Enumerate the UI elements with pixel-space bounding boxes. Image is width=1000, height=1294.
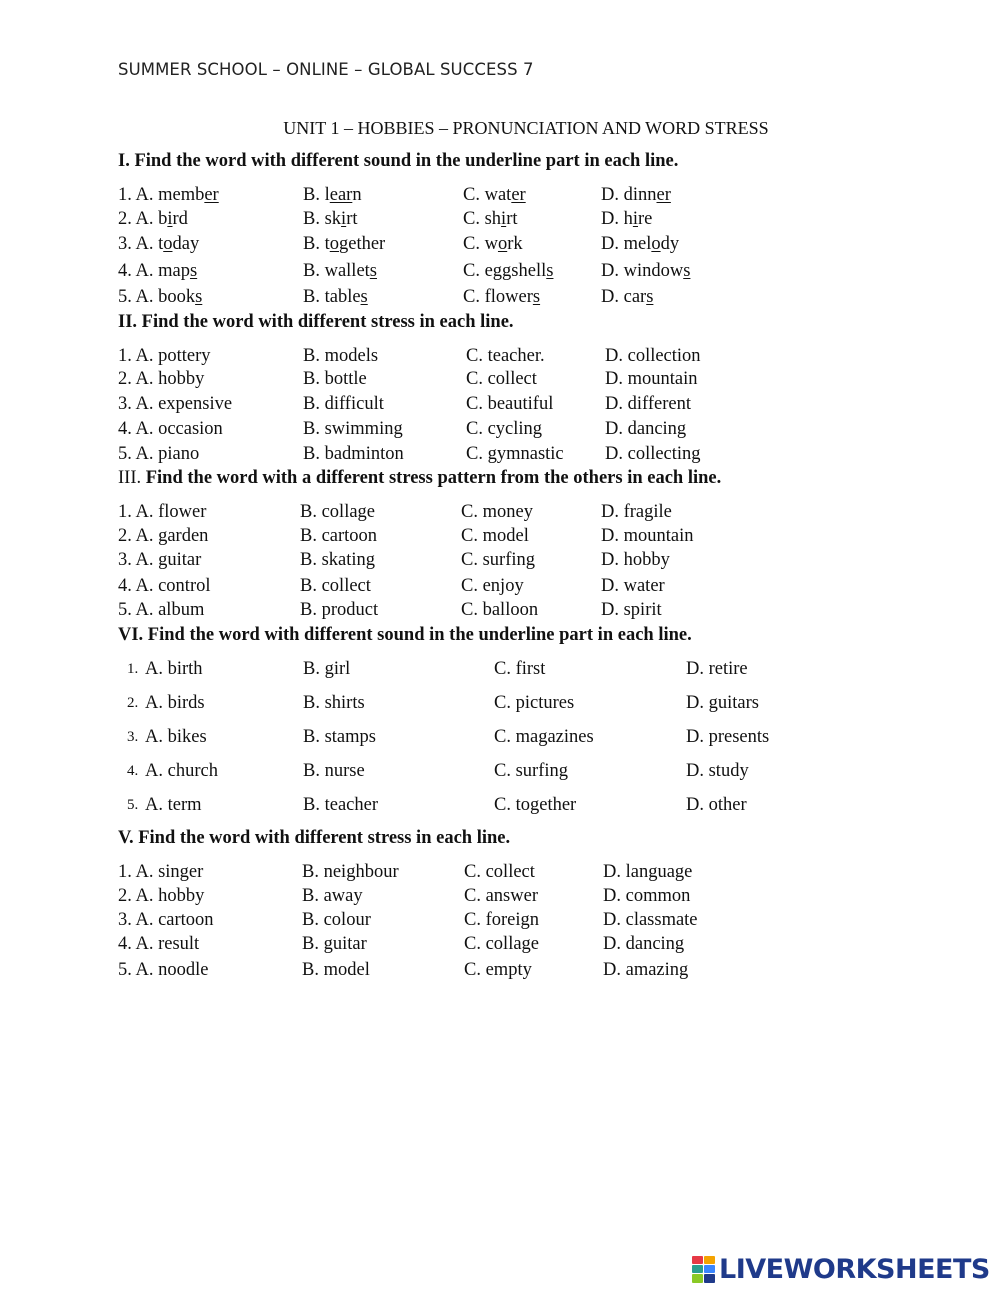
option-c: C. gymnastic	[466, 444, 564, 464]
option-a: 4. A. result	[118, 934, 200, 954]
option-d: D. presents	[686, 727, 770, 747]
question-number: 1.	[127, 661, 139, 677]
option-text: C. w	[463, 234, 498, 254]
option-d: D. dancing	[605, 419, 687, 439]
section-2-row-3	[0, 394, 1000, 418]
option-text-end: dy	[660, 234, 680, 254]
option-text-end: rd	[172, 209, 188, 229]
option-c: C. foreign	[464, 910, 540, 930]
option-text-end: n	[352, 185, 362, 205]
option-b: B. badminton	[303, 444, 404, 464]
option-c: C. balloon	[461, 600, 539, 620]
option-d	[601, 185, 671, 206]
option-c: C. enjoy	[461, 576, 524, 596]
section-4-heading: VI. Find the word with different sound in the underline part in each line.	[118, 625, 692, 645]
option-b: B. away	[302, 886, 363, 906]
option-text: D. car	[601, 287, 647, 307]
section-3-heading-number: III.	[118, 468, 142, 488]
option-c	[463, 287, 540, 308]
underlined-part: i	[341, 209, 347, 229]
option-b: B. teacher	[303, 795, 378, 815]
option-a: 1. A. pottery	[118, 346, 211, 366]
option-d	[601, 209, 652, 230]
option-c: C. money	[461, 502, 533, 522]
option-b: B. model	[302, 960, 370, 980]
option-b: B. colour	[302, 910, 371, 930]
option-b: B. skating	[300, 550, 376, 570]
underlined-part: s	[532, 287, 541, 307]
option-d: D. language	[603, 862, 693, 882]
option-c: C. together	[494, 795, 577, 815]
section-4-row-1	[0, 659, 1000, 683]
option-d: D. different	[605, 394, 691, 414]
section-4-row-3	[0, 727, 1000, 751]
section-2-heading: II. Find the word with different stress in each line.	[118, 312, 514, 332]
option-a: A. term	[145, 795, 202, 815]
option-a: A. birds	[145, 693, 205, 713]
option-d: D. dancing	[603, 934, 685, 954]
option-d: D. fragile	[601, 502, 672, 522]
section-5-row-5	[0, 960, 1000, 984]
option-d: D. common	[603, 886, 691, 906]
section-5-row-1	[0, 862, 1000, 886]
option-text: C. flower	[463, 287, 533, 307]
section-3-row-5	[0, 600, 1000, 624]
option-c: C. collage	[464, 934, 540, 954]
option-b: B. neighbour	[302, 862, 399, 882]
underlined-part: o	[497, 234, 508, 254]
underlined-part: s	[360, 287, 368, 307]
option-text: D. mel	[601, 234, 652, 254]
option-d: D. mountain	[601, 526, 694, 546]
section-4-row-5	[0, 795, 1000, 819]
option-b: B. stamps	[303, 727, 376, 747]
section-4-row-4	[0, 761, 1000, 785]
option-d: D. mountain	[605, 369, 698, 389]
section-5-row-2	[0, 886, 1000, 910]
option-b: B. collect	[300, 576, 371, 596]
option-c	[463, 185, 526, 206]
option-a: 4. A. control	[118, 576, 211, 596]
option-d: D. retire	[686, 659, 748, 679]
option-b	[303, 287, 368, 308]
option-a: 1. A. flower	[118, 502, 207, 522]
option-b	[303, 261, 377, 282]
question-number: 3.	[127, 729, 139, 745]
section-3-heading	[118, 468, 721, 489]
option-b: B. shirts	[303, 693, 365, 713]
option-d: D. amazing	[603, 960, 689, 980]
option-a: 5. A. piano	[118, 444, 200, 464]
option-c: C. beautiful	[466, 394, 554, 414]
section-1-row-4	[0, 261, 1000, 285]
option-a: A. church	[145, 761, 218, 781]
section-2-row-2	[0, 369, 1000, 393]
option-text-end: rt	[506, 209, 518, 229]
option-a	[118, 261, 197, 282]
section-3-row-3	[0, 550, 1000, 574]
option-d: D. water	[601, 576, 665, 596]
underlined-part: s	[369, 261, 377, 281]
option-b	[303, 234, 385, 255]
option-a: 1. A. singer	[118, 862, 204, 882]
option-text: 5. A. book	[118, 287, 196, 307]
option-c: C. model	[461, 526, 529, 546]
underlined-part: s	[546, 261, 554, 281]
option-a: 2. A. hobby	[118, 886, 205, 906]
section-1-heading: I. Find the word with different sound in the underline part in each line.	[118, 151, 679, 171]
option-c	[463, 261, 553, 282]
underlined-part: s	[646, 287, 654, 307]
option-b: B. swimming	[303, 419, 403, 439]
section-1-row-5	[0, 287, 1000, 311]
underlined-part: er	[511, 185, 526, 205]
section-5-heading: V. Find the word with different stress in each line.	[118, 828, 511, 848]
underlined-part: er	[656, 185, 671, 205]
option-a: 5. A. noodle	[118, 960, 209, 980]
option-c: C. empty	[464, 960, 532, 980]
option-c: C. first	[494, 659, 546, 679]
option-text: D. dinn	[601, 185, 657, 205]
section-3-row-2	[0, 526, 1000, 550]
underlined-part: s	[683, 261, 691, 281]
underlined-part: i	[501, 209, 507, 229]
option-b: B. product	[300, 600, 379, 620]
option-text-end: rk	[507, 234, 523, 254]
liveworksheets-logo-icon	[692, 1256, 716, 1283]
liveworksheets-logo-text: LIVEWORKSHEETS	[719, 1253, 990, 1285]
option-c: C. answer	[464, 886, 538, 906]
option-text-end: gether	[338, 234, 386, 254]
option-a: 3. A. expensive	[118, 394, 233, 414]
option-c: C. collect	[466, 369, 537, 389]
question-number: 5.	[127, 797, 139, 813]
option-a: 3. A. guitar	[118, 550, 202, 570]
option-text: 2. A. b	[118, 209, 168, 229]
option-d: D. spirit	[601, 600, 662, 620]
option-text: B. l	[303, 185, 330, 205]
option-a	[118, 287, 202, 308]
underlined-part: i	[632, 209, 639, 229]
section-1-row-1	[0, 185, 1000, 209]
page-header: SUMMER SCHOOL – ONLINE – GLOBAL SUCCESS 7	[118, 60, 534, 79]
underlined-part: er	[204, 185, 219, 205]
underlined-part: o	[163, 234, 173, 254]
option-text: 3. A. t	[118, 234, 164, 254]
option-a	[118, 234, 199, 255]
option-b: B. models	[303, 346, 379, 366]
option-d: D. classmate	[603, 910, 698, 930]
question-number: 2.	[127, 695, 139, 711]
underlined-part: o	[329, 234, 339, 254]
option-d	[601, 234, 679, 255]
option-text: C. eggshell	[463, 261, 547, 281]
option-c: C. pictures	[494, 693, 575, 713]
option-b: B. guitar	[302, 934, 367, 954]
page-title: UNIT 1 – HOBBIES – PRONUNCIATION AND WORD STRESS	[283, 118, 769, 138]
option-b	[303, 185, 362, 206]
option-b	[303, 209, 358, 230]
option-b: B. girl	[303, 659, 351, 679]
option-a: 3. A. cartoon	[118, 910, 214, 930]
option-a: A. birth	[145, 659, 203, 679]
option-a	[118, 185, 219, 206]
option-d: D. hobby	[601, 550, 670, 570]
option-c: C. surfing	[461, 550, 535, 570]
option-text: 4. A. map	[118, 261, 190, 281]
option-b: B. difficult	[303, 394, 384, 414]
underlined-part: ear	[329, 185, 353, 205]
option-c: C. teacher.	[466, 346, 545, 366]
underlined-part: s	[195, 287, 203, 307]
section-3-row-1	[0, 502, 1000, 526]
option-b: B. bottle	[303, 369, 367, 389]
option-b: B. nurse	[303, 761, 365, 781]
option-text: D. window	[601, 261, 684, 281]
option-c: C. surfing	[494, 761, 568, 781]
option-d: D. guitars	[686, 693, 759, 713]
underlined-part: s	[189, 261, 198, 281]
section-5-row-4	[0, 934, 1000, 958]
option-a: 2. A. hobby	[118, 369, 205, 389]
section-3-heading-text: Find the word with a different stress pattern from the others in each line.	[145, 468, 722, 488]
option-a: 4. A. occasion	[118, 419, 223, 439]
option-text-end: re	[638, 209, 653, 229]
section-2-row-5	[0, 444, 1000, 468]
section-5-row-3	[0, 910, 1000, 934]
option-text: 1. A. memb	[118, 185, 205, 205]
option-a: 5. A. album	[118, 600, 205, 620]
section-3-row-4	[0, 576, 1000, 600]
option-text-end: rt	[346, 209, 358, 229]
section-1-row-3	[0, 234, 1000, 258]
section-1-row-2	[0, 209, 1000, 233]
underlined-part: i	[167, 209, 173, 229]
option-d: D. other	[686, 795, 747, 815]
liveworksheets-logo[interactable]	[692, 1254, 990, 1284]
option-text-end: day	[172, 234, 200, 254]
section-4-row-2	[0, 693, 1000, 717]
option-text: C. sh	[463, 209, 502, 229]
option-c	[463, 209, 518, 230]
option-c: C. collect	[464, 862, 535, 882]
option-text: D. h	[601, 209, 633, 229]
option-d: D. collecting	[605, 444, 701, 464]
option-d	[601, 287, 653, 308]
option-c: C. cycling	[466, 419, 543, 439]
underlined-part: o	[651, 234, 661, 254]
option-c: C. magazines	[494, 727, 594, 747]
option-a	[118, 209, 188, 230]
option-b: B. collage	[300, 502, 376, 522]
section-2-row-1	[0, 346, 1000, 370]
section-2-row-4	[0, 419, 1000, 443]
option-a: 2. A. garden	[118, 526, 209, 546]
option-a: A. bikes	[145, 727, 207, 747]
option-b: B. cartoon	[300, 526, 378, 546]
option-d: D. collection	[605, 346, 701, 366]
option-text: B. sk	[303, 209, 342, 229]
option-d	[601, 261, 690, 282]
option-c	[463, 234, 523, 255]
option-d: D. study	[686, 761, 749, 781]
option-text: B. wallet	[303, 261, 370, 281]
option-text: B. table	[303, 287, 361, 307]
option-text: B. t	[303, 234, 330, 254]
option-text: C. wat	[463, 185, 512, 205]
question-number: 4.	[127, 763, 139, 779]
